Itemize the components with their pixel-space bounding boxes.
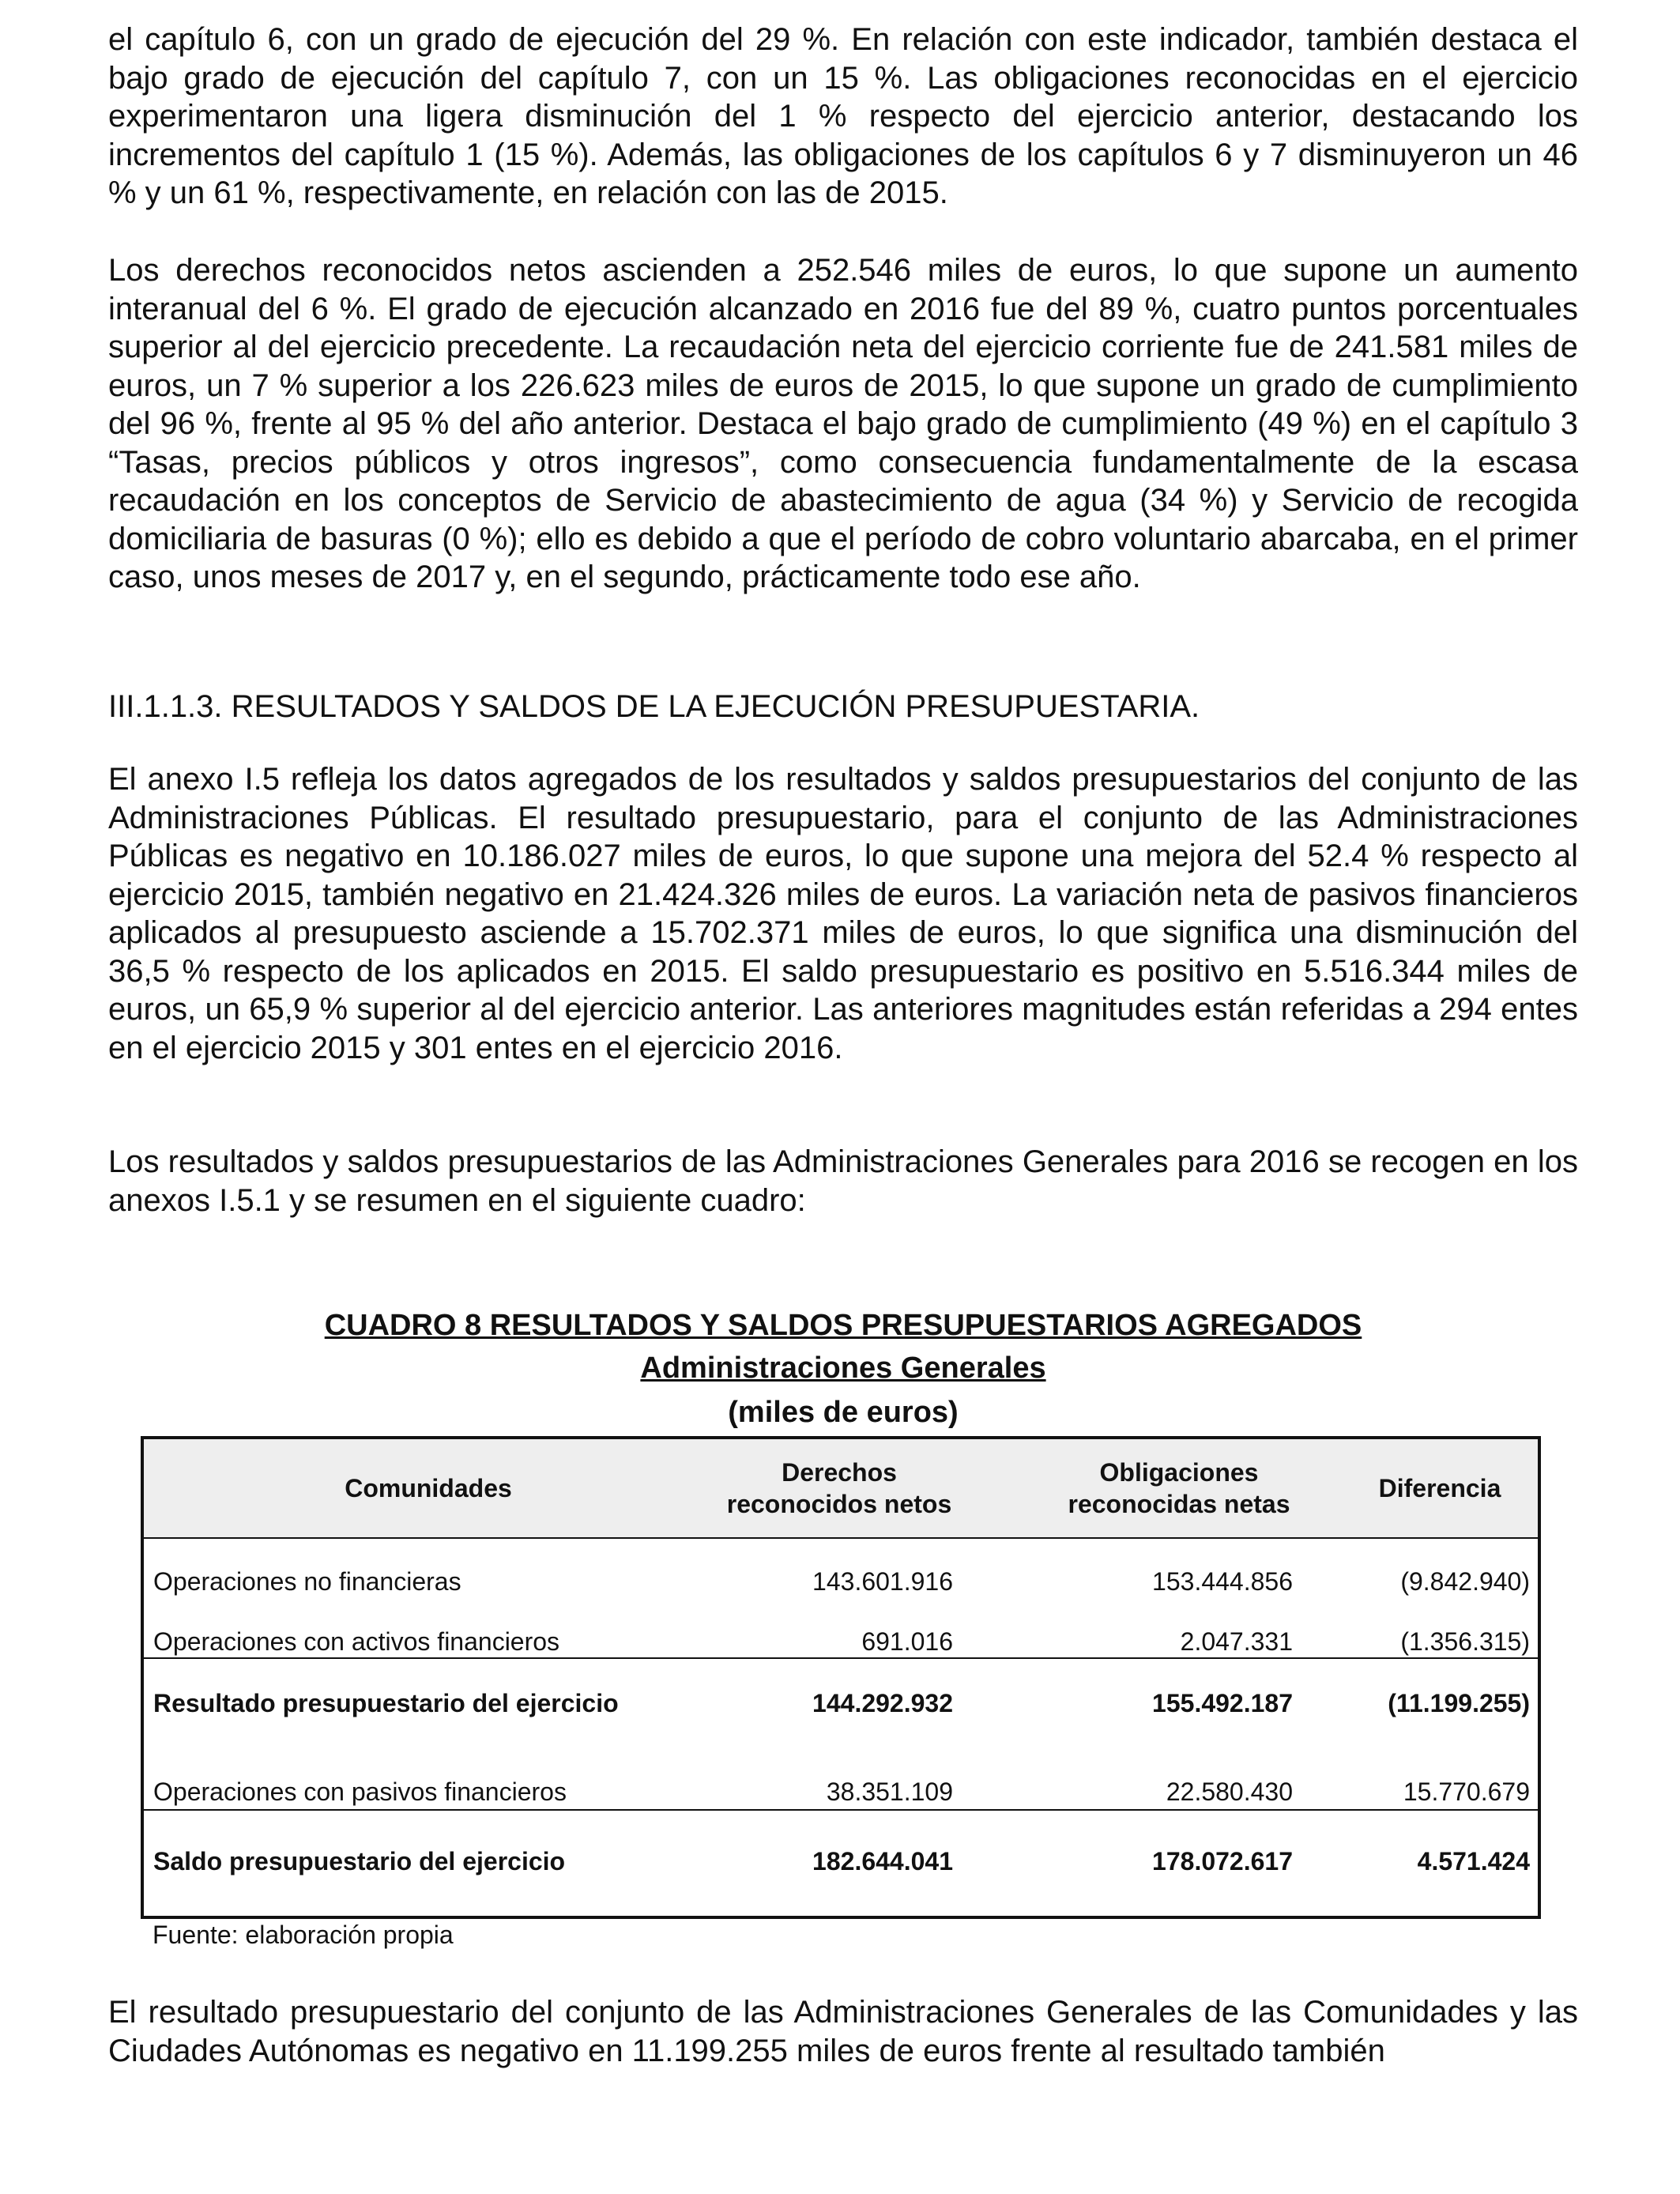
paragraph-5: El resultado presupuestario del conjunto de las Administraciones Generales de las Comunidades y las Ciudades Autónomas es negativo en 11.199.255 miles de euros frente al resultado también bbox=[108, 1995, 1578, 2068]
row-divider bbox=[144, 1657, 1538, 1659]
row-derechos: 182.644.041 bbox=[812, 1847, 953, 1875]
row-obligaciones: 178.072.617 bbox=[1152, 1847, 1293, 1875]
table-caption-units: (miles de euros) bbox=[728, 1396, 959, 1429]
row-label: Resultado presupuestario del ejercicio bbox=[153, 1689, 619, 1717]
paragraph-1: el capítulo 6, con un grado de ejecución del 29 %. En relación con este indicador, también destaca el bajo grado de ejecución del capítulo 7, con un 15 %. Las obligaciones reconocidas en el ejercicio experimentaron una ligera disminución del 1 % respecto del ejercicio anterior, destacando los incrementos del capítulo 1 (15 %). Además, las obligaciones de los capítulos 6 y 7 disminuyeron un 46 % y un 61 %, respectivamente, en relación con las de 2015. bbox=[108, 22, 1578, 210]
table-source: Fuente: elaboración propia bbox=[153, 1921, 454, 1949]
row-label: Operaciones no financieras bbox=[153, 1567, 461, 1596]
header-derechos-line2: reconocidos netos bbox=[726, 1490, 952, 1518]
section-heading: III.1.1.3. RESULTADOS Y SALDOS DE LA EJECUCIÓN PRESUPUESTARIA. bbox=[108, 689, 1200, 724]
row-label: Operaciones con activos financieros bbox=[153, 1627, 560, 1656]
row-obligaciones: 22.580.430 bbox=[1166, 1777, 1293, 1806]
header-obligaciones-line2: reconocidas netas bbox=[1068, 1490, 1290, 1518]
row-diferencia: (1.356.315) bbox=[1400, 1627, 1530, 1656]
row-derechos: 691.016 bbox=[861, 1627, 953, 1656]
header-derechos bbox=[665, 1457, 1013, 1520]
row-obligaciones: 2.047.331 bbox=[1180, 1627, 1293, 1656]
header-diferencia: Diferencia bbox=[1378, 1474, 1501, 1502]
budget-results-table bbox=[141, 1436, 1541, 1919]
row-diferencia: (11.199.255) bbox=[1388, 1689, 1530, 1717]
row-diferencia: 4.571.424 bbox=[1417, 1847, 1530, 1875]
header-obligaciones bbox=[1005, 1457, 1353, 1520]
table-caption-title: CUADRO 8 RESULTADOS Y SALDOS PRESUPUESTARIOS AGREGADOS bbox=[324, 1309, 1362, 1342]
row-obligaciones: 155.492.187 bbox=[1152, 1689, 1293, 1717]
row-diferencia: 15.770.679 bbox=[1403, 1777, 1530, 1806]
table-caption-subtitle: Administraciones Generales bbox=[640, 1351, 1046, 1385]
row-obligaciones: 153.444.856 bbox=[1152, 1567, 1293, 1596]
header-derechos-line1: Derechos bbox=[782, 1458, 897, 1487]
row-label: Operaciones con pasivos financieros bbox=[153, 1777, 567, 1806]
row-label: Saldo presupuestario del ejercicio bbox=[153, 1847, 566, 1875]
row-derechos: 143.601.916 bbox=[812, 1567, 953, 1596]
paragraph-4: Los resultados y saldos presupuestarios de las Administraciones Generales para 2016 se recogen en los anexos I.5.1 y se resumen en el siguiente cuadro: bbox=[108, 1144, 1578, 1218]
row-divider bbox=[144, 1809, 1538, 1811]
row-derechos: 144.292.932 bbox=[812, 1689, 953, 1717]
header-comunidades: Comunidades bbox=[345, 1474, 512, 1502]
header-obligaciones-line1: Obligaciones bbox=[1099, 1458, 1259, 1487]
row-derechos: 38.351.109 bbox=[826, 1777, 953, 1806]
paragraph-3: El anexo I.5 refleja los datos agregados de los resultados y saldos presupuestarios del conjunto de las Administraciones Públicas. El resultado presupuestario, para el conjunto de las Administraciones Públicas es negativo en 10.186.027 miles de euros, lo que supone una mejora del 52.4 % respecto al ejercicio 2015, también negativo en 21.424.326 miles de euros. La variación neta de pasivos financieros aplicados al presupuesto asciende a 15.702.371 miles de euros, lo que significa una disminución del 36,5 % respecto de los aplicados en 2015. El saldo presupuestario es positivo en 5.516.344 miles de euros, un 65,9 % superior al del ejercicio anterior. Las anteriores magnitudes están referidas a 294 entes en el ejercicio 2015 y 301 entes en el ejercicio 2016. bbox=[108, 762, 1578, 1065]
table-header bbox=[144, 1439, 1538, 1539]
paragraph-2: Los derechos reconocidos netos ascienden a 252.546 miles de euros, lo que supone un aumento interanual del 6 %. El grado de ejecución alcanzado en 2016 fue del 89 %, cuatro puntos porcentuales superior al del ejercicio precedente. La recaudación neta del ejercicio corriente fue de 241.581 miles de euros, un 7 % superior a los 226.623 miles de euros de 2015, lo que supone un grado de cumplimiento del 96 %, frente al 95 % del año anterior. Destaca el bajo grado de cumplimiento (49 %) en el capítulo 3 “Tasas, precios públicos y otros ingresos”, como consecuencia fundamentalmente de la escasa recaudación en los conceptos de Servicio de abastecimiento de agua (34 %) y Servicio de recogida domiciliaria de basuras (0 %); ello es debido a que el período de cobro voluntario abarcaba, en el primer caso, unos meses de 2017 y, en el segundo, prácticamente todo ese año. bbox=[108, 253, 1578, 594]
row-diferencia: (9.842.940) bbox=[1400, 1567, 1530, 1596]
